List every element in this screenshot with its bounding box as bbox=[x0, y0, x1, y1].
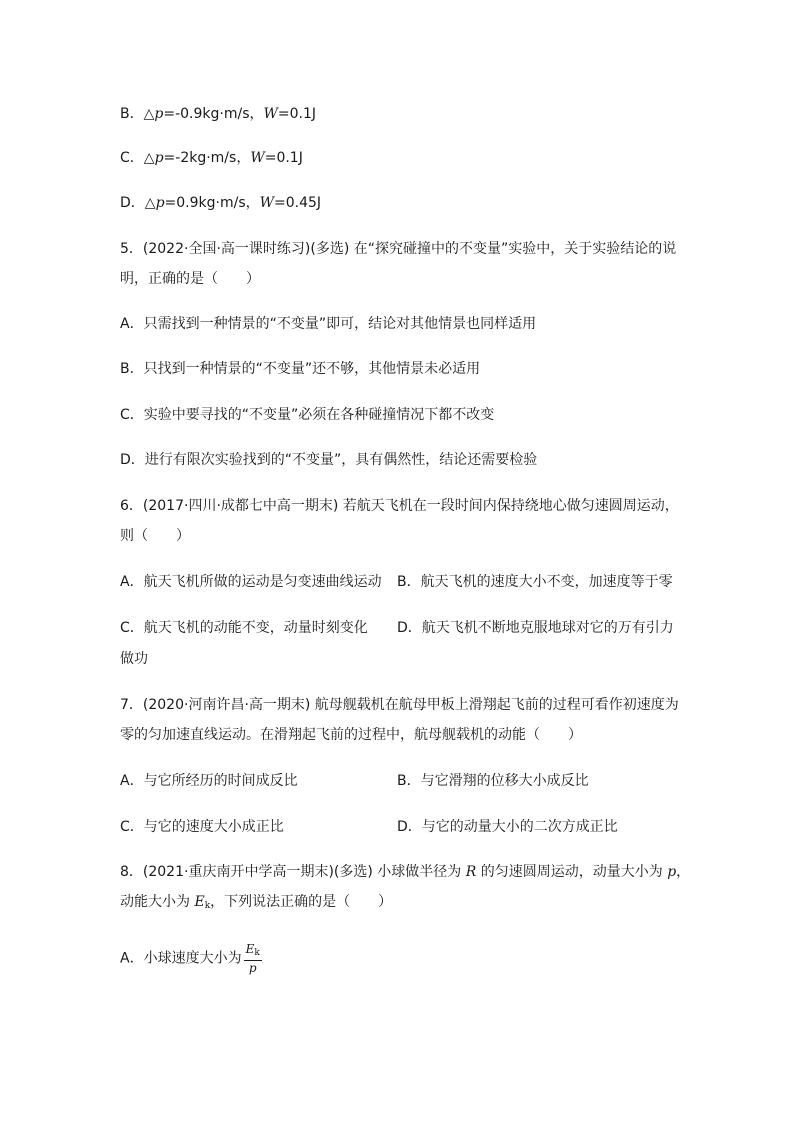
w-value: =0.45J bbox=[274, 195, 322, 211]
var-ek bbox=[194, 894, 210, 910]
q8-stem-line1 bbox=[120, 862, 690, 882]
q6-stem-line1: 6．(2017·四川·成都七中高一期末) 若航天飞机在一段时间内保持绕地心做匀速圆周运动， bbox=[120, 498, 679, 514]
var-p: p bbox=[155, 195, 165, 211]
q5-option-c: C．实验中要寻找的“不变量”必须在各种碰撞情况下都不改变 bbox=[120, 407, 495, 423]
q8-stem-text: ，下列说法正确的是（ ） bbox=[210, 894, 393, 910]
subscript-k: k bbox=[204, 901, 211, 911]
q8-option-a bbox=[120, 942, 262, 975]
fraction-denominator: p bbox=[248, 961, 257, 975]
var-p: p bbox=[154, 106, 164, 122]
q5-option-a: A．只需找到一种情景的“不变量”即可，结论对其他情景也同样适用 bbox=[120, 316, 537, 332]
dp-value: =-0.9kg·m/s， bbox=[163, 106, 264, 122]
q5-stem-line1: 5．(2022·全国·高一课时练习)(多选) 在“探究碰撞中的不变量”实验中，关于实验结论的说 bbox=[120, 241, 677, 257]
q6-option-d: D．航天飞机不断地克服地球对它的万有引力 bbox=[397, 620, 674, 636]
q7-option-d: D．与它的动量大小的二次方成正比 bbox=[397, 819, 618, 835]
w-value: =0.1J bbox=[264, 150, 303, 166]
q8-stem-text: 的匀速圆周运动，动量大小为 bbox=[476, 864, 668, 880]
q8-stem-text: ， bbox=[676, 864, 691, 880]
delta-symbol: △ bbox=[144, 195, 156, 211]
delta-symbol: △ bbox=[143, 106, 155, 122]
var-e: E bbox=[245, 942, 255, 956]
var-p: p bbox=[667, 864, 677, 880]
q5-option-b: B．只找到一种情景的“不变量”还不够，其他情景未必适用 bbox=[120, 361, 481, 377]
q8-stem-line2 bbox=[120, 892, 392, 916]
var-e: E bbox=[194, 894, 205, 910]
q5-stem-line2: 明，正确的是（ ） bbox=[120, 271, 260, 287]
q6-option-a: A．航天飞机所做的运动是匀变速曲线运动 bbox=[120, 574, 382, 590]
q7-option-a: A．与它所经历的时间成反比 bbox=[120, 773, 298, 789]
dp-value: =0.9kg·m/s， bbox=[164, 195, 260, 211]
fraction-ek-over-p bbox=[244, 942, 262, 975]
dp-value: =-2kg·m/s， bbox=[163, 150, 251, 166]
subscript-k: k bbox=[254, 948, 260, 958]
var-w: W bbox=[259, 195, 275, 211]
option-label: B． bbox=[120, 106, 144, 122]
q6-option-d-cont: 做功 bbox=[120, 651, 148, 667]
option-label: D． bbox=[120, 195, 145, 211]
q7-option-b: B．与它滑翔的位移大小成反比 bbox=[397, 773, 589, 789]
q6-option-c: C．航天飞机的动能不变，动量时刻变化 bbox=[120, 620, 368, 636]
q8-stem-text: 8．(2021·重庆南开中学高一期末)(多选) 小球做半径为 bbox=[120, 864, 466, 880]
delta-symbol: △ bbox=[143, 150, 155, 166]
q7-option-c: C．与它的速度大小成正比 bbox=[120, 819, 284, 835]
var-p: p bbox=[154, 150, 164, 166]
q7-stem-line2: 零的匀加速直线运动。在滑翔起飞前的过程中，航母舰载机的动能（ ） bbox=[120, 727, 582, 743]
q5-option-d: D．进行有限次实验找到的“不变量”，具有偶然性，结论还需要检验 bbox=[120, 452, 538, 468]
q6-option-b: B．航天飞机的速度大小不变，加速度等于零 bbox=[397, 574, 673, 590]
q4-option-b bbox=[120, 104, 316, 124]
option-label: C． bbox=[120, 150, 144, 166]
w-value: =0.1J bbox=[277, 106, 317, 122]
var-w: W bbox=[250, 150, 265, 166]
option-label: A．小球速度大小为 bbox=[120, 950, 242, 967]
var-r: R bbox=[465, 864, 477, 880]
q8-stem-text: 动能大小为 bbox=[120, 894, 195, 910]
q4-option-d bbox=[120, 193, 321, 213]
q6-stem-line2: 则（ ） bbox=[120, 528, 190, 544]
q4-option-c bbox=[120, 148, 303, 168]
q7-stem-line1: 7．(2020·河南许昌·高一期末) 航母舰载机在航母甲板上滑翔起飞前的过程可看作初速度为 bbox=[120, 697, 679, 713]
fraction-numerator bbox=[244, 942, 262, 961]
var-w: W bbox=[263, 106, 278, 122]
